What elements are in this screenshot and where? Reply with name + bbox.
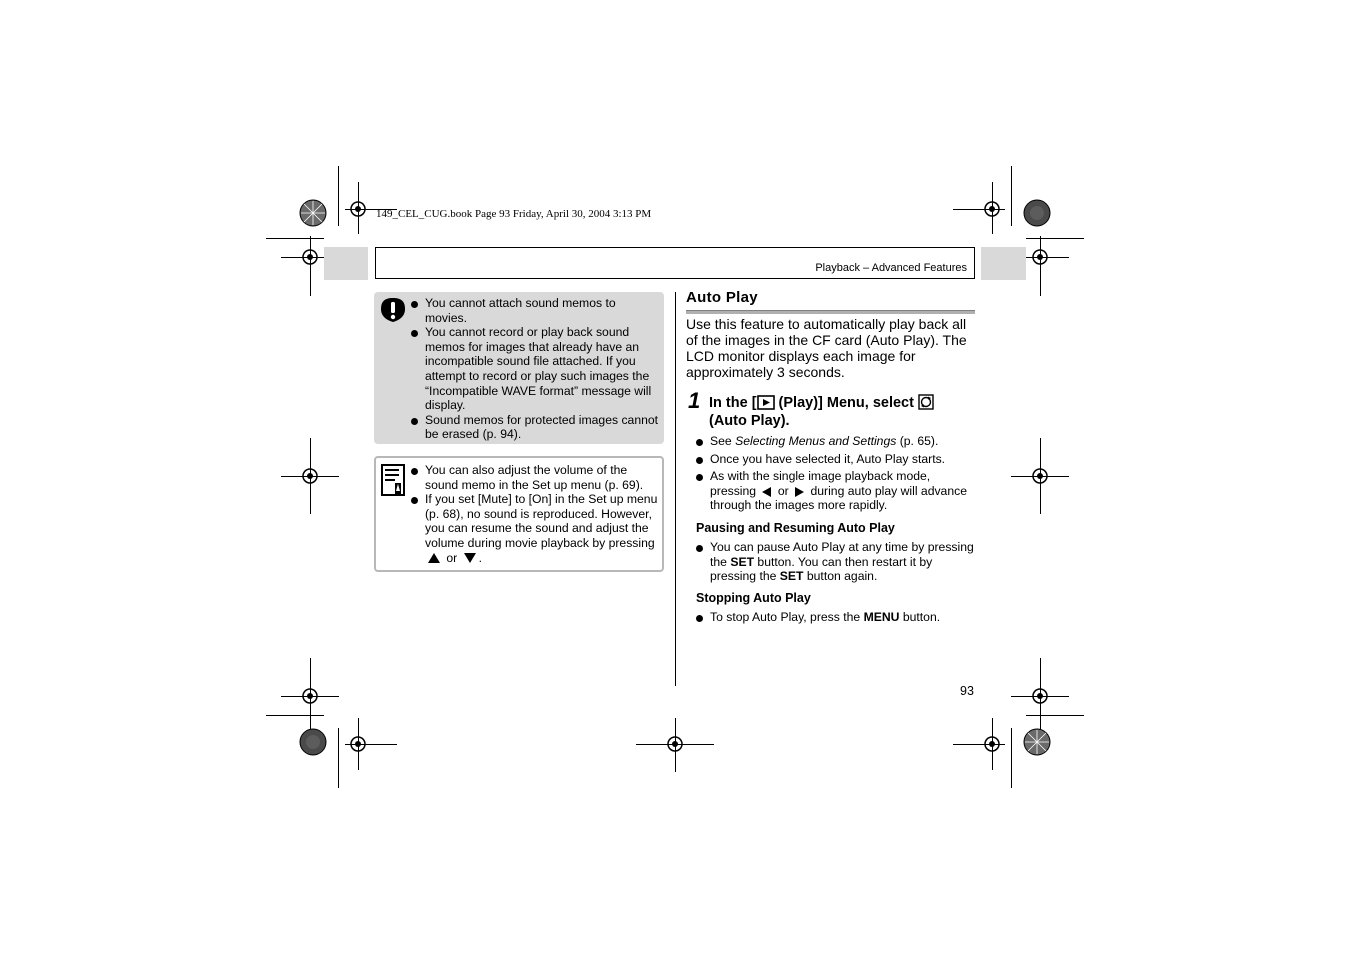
starburst-disc-icon bbox=[1023, 728, 1051, 756]
right-arrow-icon bbox=[795, 487, 804, 497]
registration-target-icon bbox=[347, 733, 369, 755]
down-arrow-icon bbox=[464, 553, 476, 563]
pausing-list bbox=[696, 540, 976, 587]
registration-target-icon bbox=[981, 733, 1003, 755]
intro-paragraph: Use this feature to automatically play back all of the images in the CF card (Auto Play). The LCD monitor displays each image for approximately 3 seconds. bbox=[686, 316, 967, 380]
caution-list bbox=[411, 296, 659, 442]
halftone-disc-icon bbox=[299, 728, 327, 756]
step-number: 1 bbox=[688, 388, 701, 413]
play-mode-icon bbox=[757, 395, 775, 410]
list-item: You can pause Auto Play at any time by pressing the SET button. You can then restart it by pressing the SET button again. bbox=[696, 540, 976, 584]
caution-exclamation-icon bbox=[380, 297, 406, 323]
starburst-disc-icon bbox=[299, 199, 327, 227]
section-heading: Auto Play bbox=[686, 289, 758, 306]
registration-target-icon bbox=[299, 465, 321, 487]
list-item: As with the single image playback mode, pressing or during auto play will advance through the images more rapidly. bbox=[696, 469, 976, 513]
pausing-heading: Pausing and Resuming Auto Play bbox=[696, 521, 895, 535]
stopping-list bbox=[696, 610, 976, 628]
page-number: 93 bbox=[960, 684, 974, 698]
registration-target-icon bbox=[299, 685, 321, 707]
note-list bbox=[411, 463, 659, 565]
up-arrow-icon bbox=[428, 553, 440, 563]
column-divider bbox=[675, 292, 676, 686]
list-item: Sound memos for protected images cannot be erased (p. 94). bbox=[411, 413, 659, 442]
stopping-heading: Stopping Auto Play bbox=[696, 591, 811, 605]
list-item: You can also adjust the volume of the sound memo in the Set up menu (p. 69). bbox=[411, 463, 659, 492]
left-arrow-icon bbox=[762, 487, 771, 497]
list-item: You cannot record or play back sound memos for images that already have an incompatible sound file attached. If you attempt to record or play such images the “Incompatible WAVE format” message will display. bbox=[411, 325, 659, 413]
registration-target-icon bbox=[1029, 465, 1051, 487]
auto-play-icon bbox=[918, 394, 934, 410]
heading-rule bbox=[686, 310, 975, 314]
right-margin-tab bbox=[981, 247, 1026, 280]
memo-note-icon bbox=[381, 464, 405, 498]
file-info: 149_CEL_CUG.book Page 93 Friday, April 30, 2004 3:13 PM bbox=[376, 208, 652, 220]
list-item: If you set [Mute] to [On] in the Set up menu (p. 68), no sound is reproduced. However, you can resume the sound and adjust the volume during movie playback by pressing or . bbox=[411, 492, 659, 565]
registration-target-icon bbox=[1029, 685, 1051, 707]
left-margin-tab bbox=[324, 247, 368, 280]
page-header bbox=[375, 247, 975, 279]
list-item: Once you have selected it, Auto Play starts. bbox=[696, 452, 976, 467]
halftone-disc-icon bbox=[1023, 199, 1051, 227]
registration-target-icon bbox=[347, 198, 369, 220]
section-title: Playback – Advanced Features bbox=[815, 262, 967, 274]
list-item: You cannot attach sound memos to movies. bbox=[411, 296, 659, 325]
registration-target-icon bbox=[981, 198, 1003, 220]
step-instruction: In the [ (Play)] Menu, select (Auto Play). bbox=[709, 394, 979, 430]
step-notes bbox=[696, 434, 976, 516]
registration-target-icon bbox=[1029, 246, 1051, 268]
list-item: To stop Auto Play, press the MENU button. bbox=[696, 610, 976, 625]
registration-target-icon bbox=[299, 246, 321, 268]
list-item: See Selecting Menus and Settings (p. 65). bbox=[696, 434, 976, 449]
registration-target-icon bbox=[664, 733, 686, 755]
